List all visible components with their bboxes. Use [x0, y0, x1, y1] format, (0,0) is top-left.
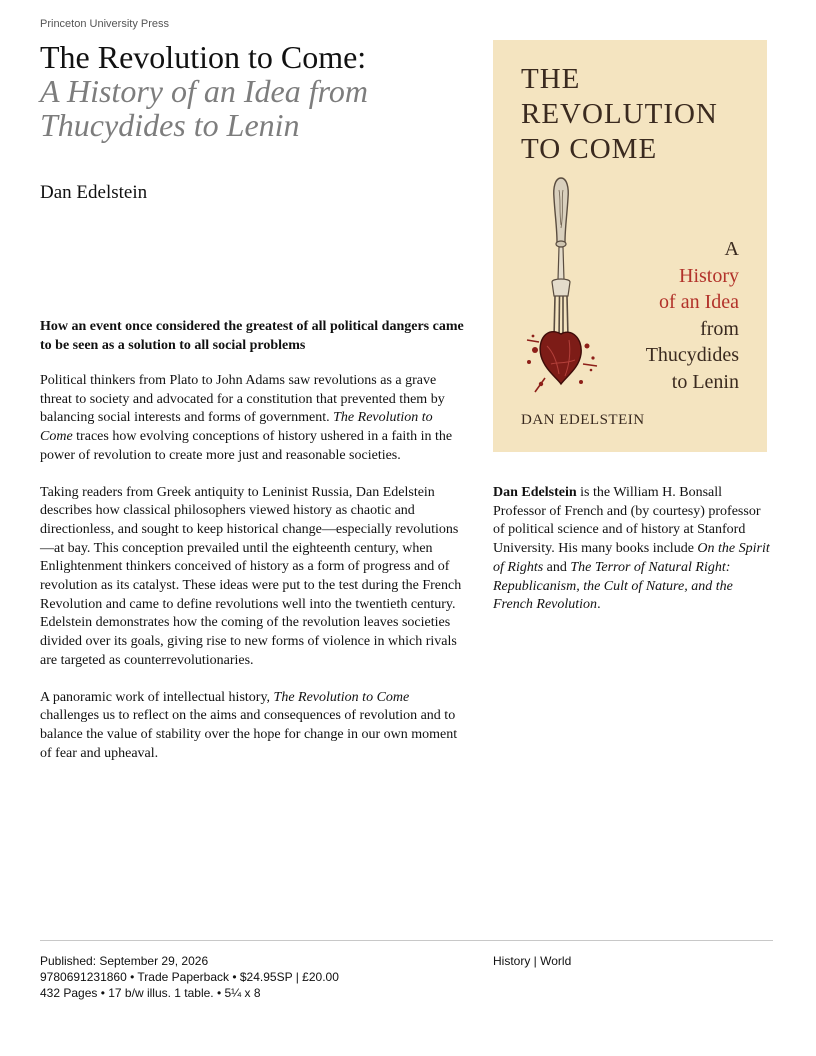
bio-book-1: On the Spirit of Rights — [493, 541, 770, 575]
bio-book-2: The Terror of Natural Right: Republicanism, the Cult of Nature, and the French Revolution — [493, 559, 733, 613]
book-author: Dan Edelstein — [40, 182, 148, 203]
cover-author: DAN EDELSTEIN — [521, 412, 645, 428]
tagline: How an event once considered the greatest of all political dangers came to be seen as a solution to all social problems — [40, 319, 464, 353]
author-bio: Dan Edelstein is the William H. Bonsall Professor of French and (by courtesy) professor of political science and of history at Stanford University. His many books include On the Spirit of Rights and The Terror of Natural Right: Republicanism, the Cult of Nature, and the French Revolution. — [493, 485, 770, 613]
book-title-italic: The Revolution to Come — [40, 410, 433, 445]
publisher-label: Princeton University Press — [40, 18, 169, 30]
book-cover — [493, 40, 767, 452]
description-paragraph-1: Political thinkers from Plato to John Adams saw revolutions as a grave threat to society and advocated for a constitution that prevented them by balancing social interests and forms of government. The Revolution to Come traces how evolving conceptions of history ushered in a faith in the power of revolution to create more just and reasonable societies. — [40, 373, 453, 463]
isbn-price-line: 9780691231860 • Trade Paperback • $24.95SP | £20.00 — [40, 970, 339, 984]
fork-with-heart-illustration — [521, 170, 631, 420]
book-subtitle-line-2: Thucydides to Lenin — [40, 107, 300, 143]
book-subtitle-line-1: A History of an Idea from — [40, 73, 368, 109]
description-paragraph-3: A panoramic work of intellectual history, The Revolution to Come challenges us to reflect on the aims and consequences of revolution and to balance the value of stability over the hope for change in our own moment of fear and upheaval. — [40, 689, 458, 761]
title-block — [40, 40, 460, 142]
cover-subtitle: A History of an Idea from Thucydides to Lenin — [645, 238, 739, 393]
book-title-italic: The Revolution to Come — [273, 689, 410, 705]
description — [40, 372, 465, 781]
bio-author-name: Dan Edelstein — [493, 485, 577, 500]
description-paragraph-2: Taking readers from Greek antiquity to Leninist Russia, Dan Edelstein describes how classical philosophers viewed history as chaotic and directionless, and sought to keep historical change—especially revolutions—at bay. This conception prevailed until the eighteenth century, when Enlightenment thinkers conceived of history as a form of progress and of revolution as its catalyst. These ideas were put to the test during the French Revolution and came to define revolutions well into the twentieth century. Edelstein demonstrates how the coming of the revolution leaves societies divided over its goals, giving rise to new forms of violence in which rivals are targeted as counterrevolutionaries. — [40, 484, 462, 668]
book-title: The Revolution to Come: — [40, 39, 367, 75]
published-date: Published: September 29, 2026 — [40, 954, 209, 968]
footer-divider — [40, 940, 773, 941]
publication-details — [40, 953, 339, 1001]
cover-title: THE REVOLUTION TO COME — [521, 63, 718, 165]
pages-line: 432 Pages • 17 b/w illus. 1 table. • 5¼ x 8 — [40, 986, 261, 1000]
subject-categories: History | World — [493, 954, 572, 968]
